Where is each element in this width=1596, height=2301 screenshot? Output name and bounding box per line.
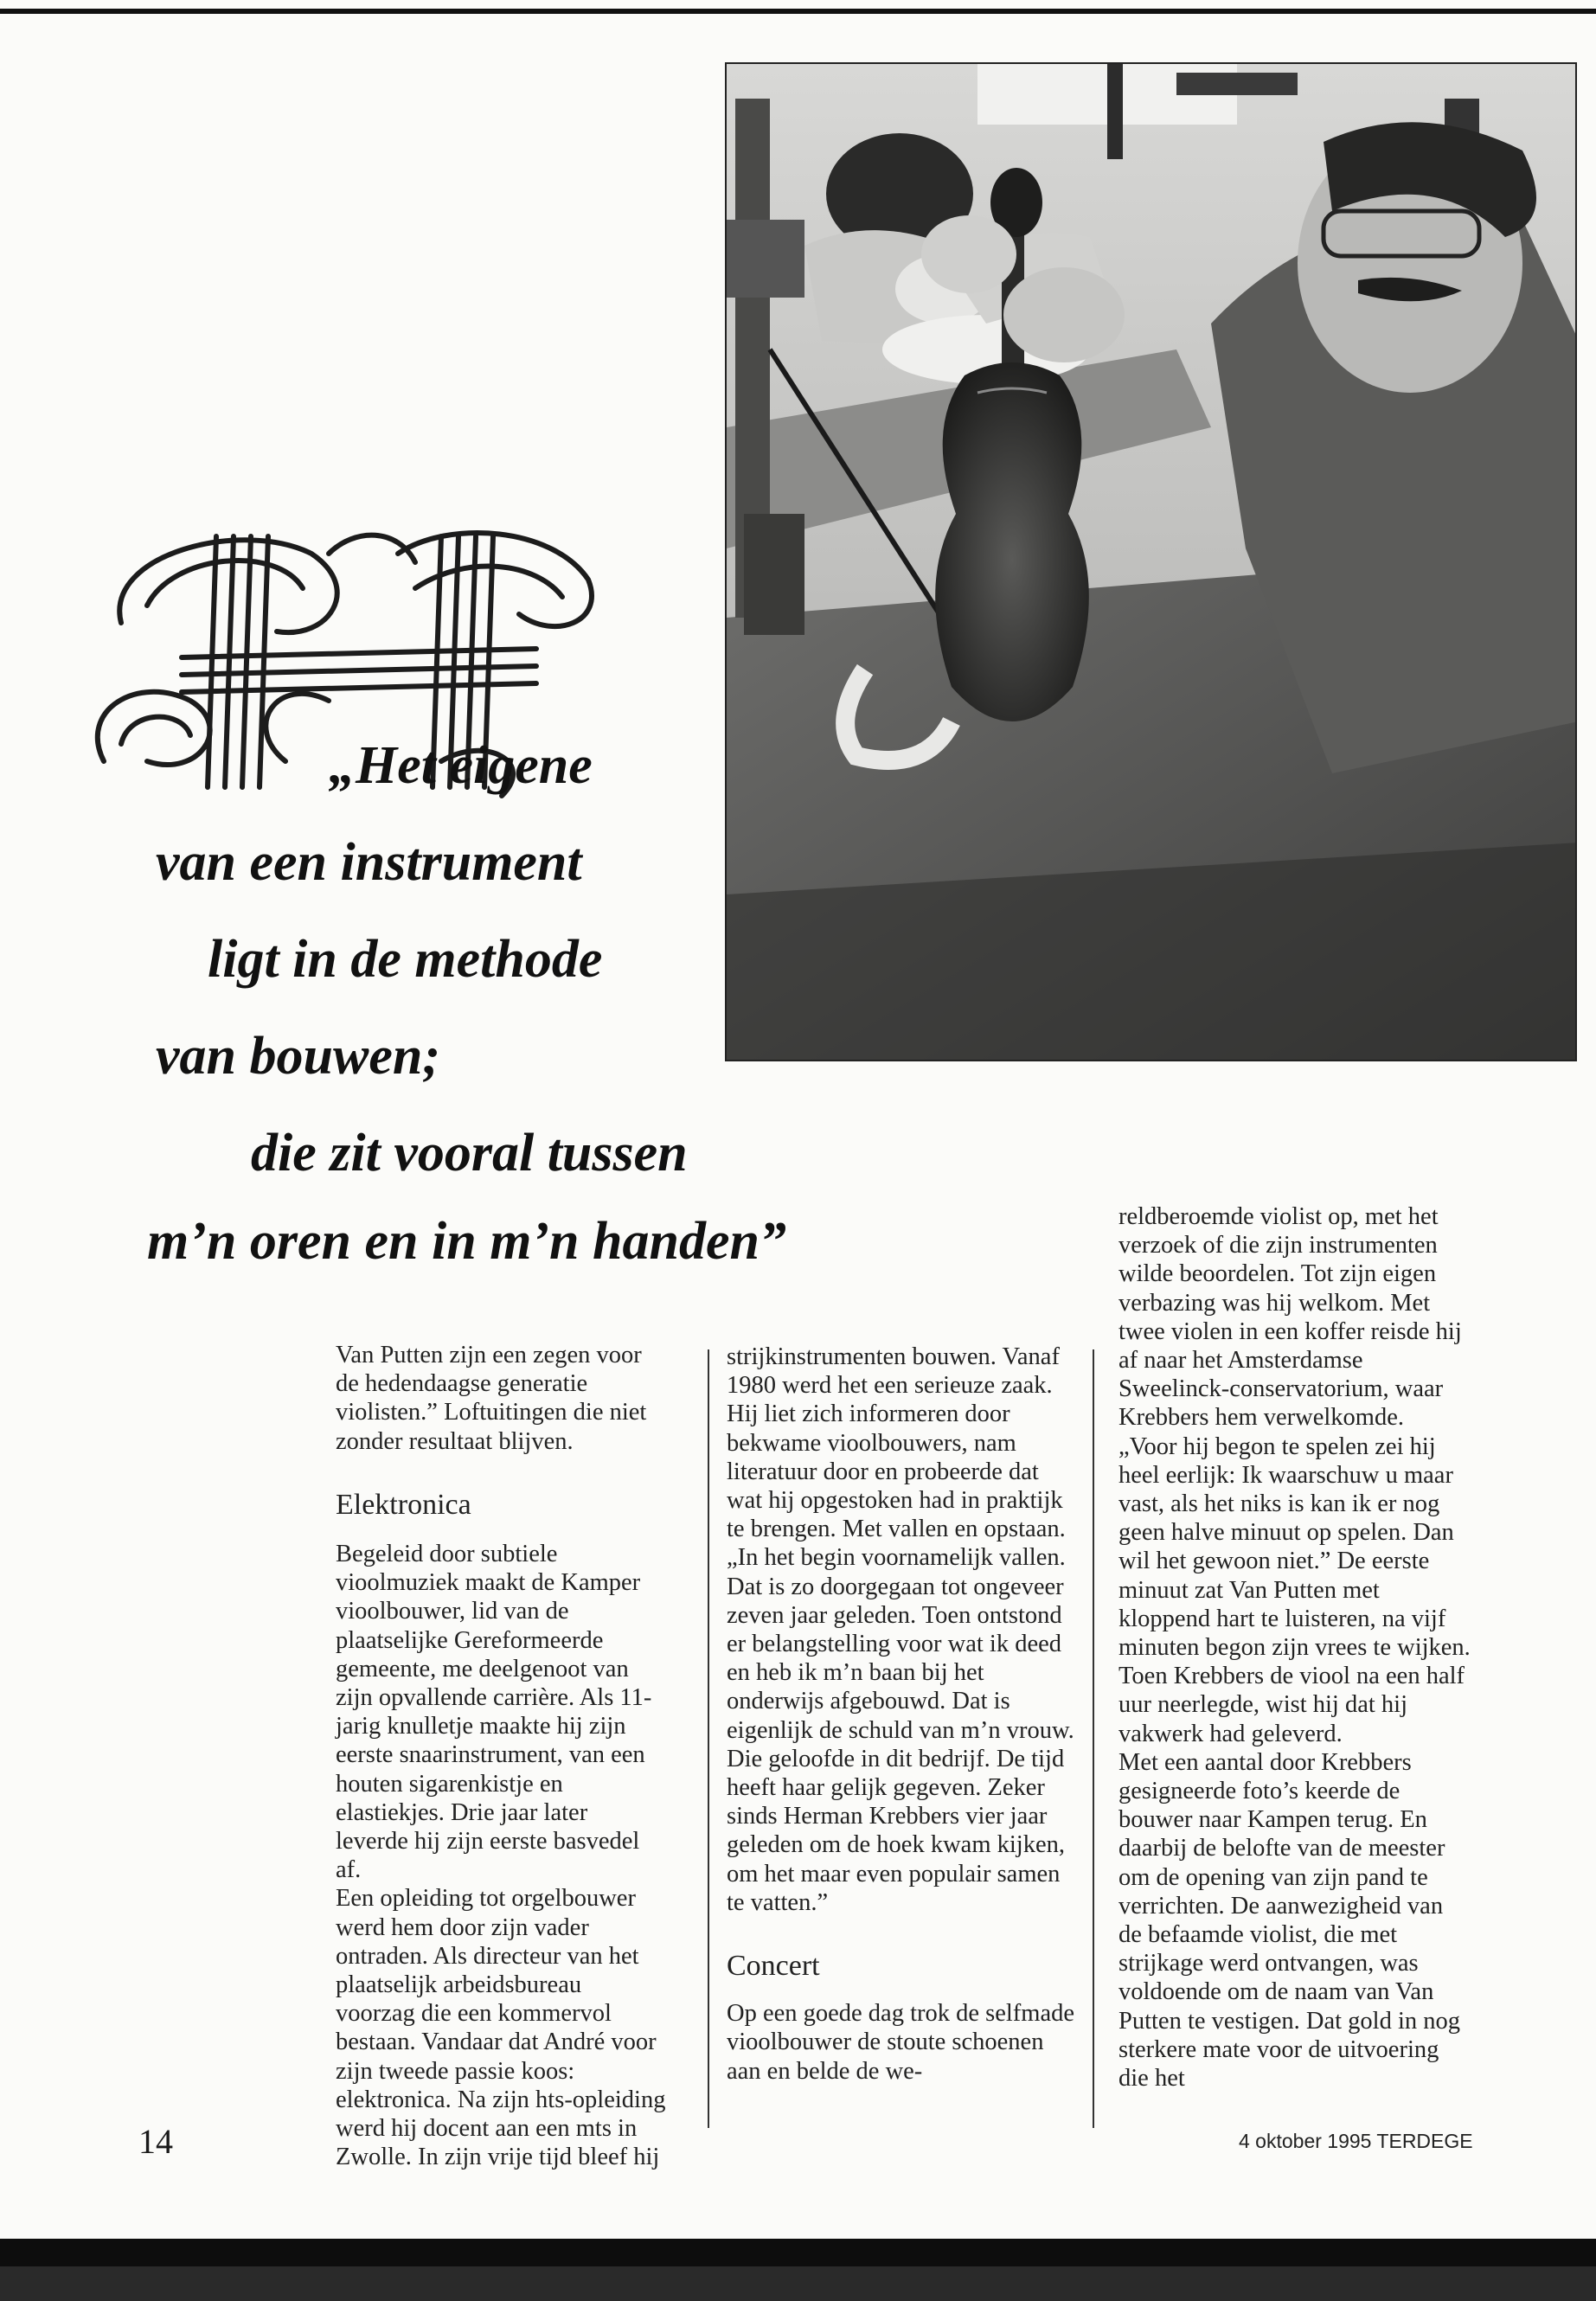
issue-line: 4 oktober 1995 TERDEGE bbox=[1239, 2130, 1473, 2152]
headline-line-5: die zit vooral tussen bbox=[251, 1124, 688, 1183]
column-1 bbox=[336, 1341, 666, 2171]
column-rule bbox=[1093, 1349, 1094, 2128]
top-rule bbox=[0, 9, 1596, 14]
page-number: 14 bbox=[138, 2122, 173, 2161]
headline-line-1: „Het eigene bbox=[329, 736, 593, 795]
body-paragraph: Met een aantal door Krebbers gesigneerde foto’s keerde de bouwer naar Kampen terug. En daarbij de belofte van de meester om de opening van zijn pand te verrichten. De aanwezigheid van de befaamde violist, die met strijkage werd ontvangen, was voldoende om de naam van Van Putten te vestigen. Dat gold in nog sterkere mate voor de uitvoering die het bbox=[1118, 1748, 1460, 2093]
body-paragraph: reldberoemde violist op, met het verzoek of die zijn instrumenten wilde beoordelen. Tot zijn eigen verbazing was hij welkom. Met twee violen in een koffer reisde hij af naar het Amsterdamse Sweelinck-conservatorium, waar Krebbers hem verwelkomde. bbox=[1118, 1203, 1462, 1432]
violin-maker-photo bbox=[725, 62, 1577, 1061]
bottom-scan-edge bbox=[0, 2266, 1596, 2301]
section-heading-elektronica: Elektronica bbox=[336, 1488, 471, 1521]
headline-line-2: van een instrument bbox=[156, 833, 582, 892]
headline-line-6: m’n oren en in m’n handen” bbox=[147, 1212, 787, 1271]
intro-paragraph: Van Putten zijn een zegen voor de hedendaagse generatie violisten.” Loftuitingen die niet zonder resultaat blijven. bbox=[336, 1342, 647, 1455]
column-3 bbox=[1118, 1202, 1471, 2093]
body-paragraph: Begeleid door subtiele vioolmuziek maakt de Kamper vioolbouwer, lid van de plaatselijke Gereformeerde gemeente, me deelgenoot van zijn opvallende carrière. Als 11-jarig knulletje maakte hij zijn eerste snaarinstrument, van een houten sigarenkistje en elastiekjes. Drie jaar later leverde hij zijn eerste basvedel af. bbox=[336, 1541, 652, 1884]
photo-illustration bbox=[727, 64, 1577, 1061]
headline-line-3: ligt in de methode bbox=[208, 930, 603, 989]
section-heading-concert: Concert bbox=[727, 1950, 820, 1983]
body-paragraph: Een opleiding tot orgelbouwer werd hem door zijn vader ontraden. Als directeur van het plaatselijk arbeidsbureau voorzag die een kommervol bestaan. Vandaar dat André voor zijn tweede passie koos: elektronica. Na zijn hts-opleiding werd hij docent aan een mts in Zwolle. In zijn vrije tijd bleef hij bbox=[336, 1885, 666, 2171]
headline-line-4: van bouwen; bbox=[156, 1027, 440, 1086]
body-paragraph: „Voor hij begon te spelen zei hij heel eerlijk: Ik waarschuw u maar vast, als het niks is kan ik er nog geen halve minuut op spelen. Dan wil het gewoon niet.” De eerste minuut zat Van Putten met kloppend hart te luisteren, na vijf minuten begon zijn vrees te wijken. Toen Krebbers de viool na een half uur neerlegde, wist hij dat hij vakwerk had geleverd. bbox=[1118, 1433, 1471, 1747]
column-rule bbox=[708, 1349, 709, 2128]
bottom-scan-edge bbox=[0, 2239, 1596, 2266]
body-paragraph: Op een goede dag trok de selfmade vioolbouwer de stoute schoenen aan en belde de we- bbox=[727, 2000, 1075, 2085]
column-2 bbox=[727, 1343, 1077, 2086]
body-paragraph: strijkinstrumenten bouwen. Vanaf 1980 werd het een serieuze zaak. Hij liet zich informeren door bekwame vioolbouwers, nam literatuur door en probeerde dat wat hij opgestoken had in praktijk te brengen. Met vallen en opstaan. „In het begin voornamelijk vallen. Dat is zo doorgegaan tot ongeveer zeven jaar geleden. Toen ontstond er belangstelling voor wat ik deed en heb ik m’n baan bij het onderwijs afgebouwd. Dat is eigenlijk de schuld van m’n vrouw. Die geloofde in dit bedrijf. De tijd heeft haar gelijk gegeven. Zeker sinds Herman Krebbers vier jaar geleden om de hoek kwam kijken, om het maar even populair samen te vatten.” bbox=[727, 1343, 1074, 1916]
